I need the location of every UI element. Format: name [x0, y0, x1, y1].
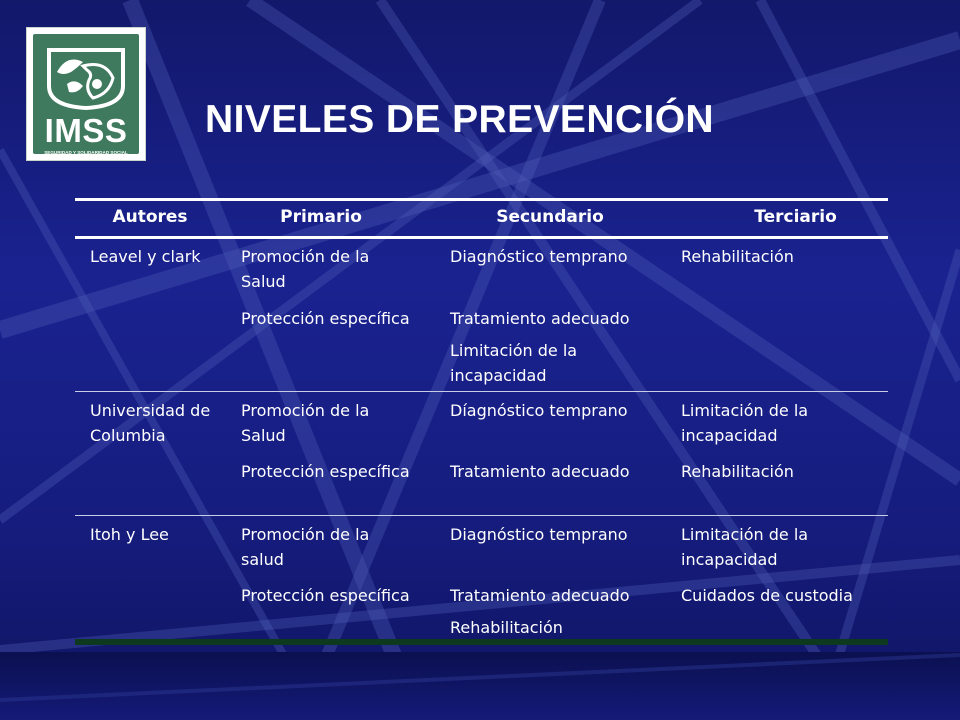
row2-tertiary-2: Rehabilitación: [681, 462, 794, 481]
header-primario: Primario: [280, 207, 362, 227]
row2-primary-2: Protección específica: [241, 462, 410, 481]
prevention-levels-table: [75, 198, 888, 645]
logo-wordmark: IMSS: [44, 112, 128, 149]
table-top-rule: [75, 198, 888, 201]
row1-primary-2: Protección específica: [241, 309, 410, 328]
row3-primary-2: Protección específica: [241, 586, 410, 605]
row2-tertiary-1: Limitación de la incapacidad: [681, 401, 809, 445]
row3-primary-1: Promoción de la salud: [241, 525, 370, 569]
row3-tertiary-2: Cuidados de custodia: [681, 586, 853, 605]
row1-secondary-2: Tratamiento adecuado: [450, 309, 630, 328]
page-title: NIVELES DE PREVENCIÓN: [205, 98, 715, 141]
row3-tertiary-1: Limitación de la incapacidad: [681, 525, 809, 569]
imss-logo: [26, 27, 146, 161]
table-bottom-rule: [75, 639, 888, 645]
row1-tertiary-1: Rehabilitación: [681, 247, 794, 266]
row2-author: Universidad de Columbia: [90, 401, 211, 445]
row1-secondary-3: Limitación de la incapacidad: [450, 341, 578, 385]
row3-secondary-2: Tratamiento adecuado: [450, 586, 630, 605]
row1-secondary-1: Diagnóstico temprano: [450, 247, 628, 266]
row-divider-2: [75, 515, 888, 516]
row3-author: Itoh y Lee: [90, 525, 169, 544]
row2-secondary-2: Tratamiento adecuado: [450, 462, 630, 481]
logo-tagline: SEGURIDAD Y SOLIDARIDAD SOCIAL: [44, 150, 128, 155]
header-terciario: Terciario: [754, 207, 837, 227]
row2-secondary-1: Díagnóstico temprano: [450, 401, 628, 420]
row3-secondary-1: Diagnóstico temprano: [450, 525, 628, 544]
row1-primary-1: Promoción de la Salud: [241, 247, 370, 291]
row1-author: Leavel y clark: [90, 247, 201, 266]
header-autores: Autores: [112, 207, 188, 227]
row3-secondary-3: Rehabilitación: [450, 618, 563, 637]
table-header-rule: [75, 236, 888, 239]
row2-primary-1: Promoción de la Salud: [241, 401, 370, 445]
row-divider-1: [75, 391, 888, 392]
header-secundario: Secundario: [496, 207, 604, 227]
